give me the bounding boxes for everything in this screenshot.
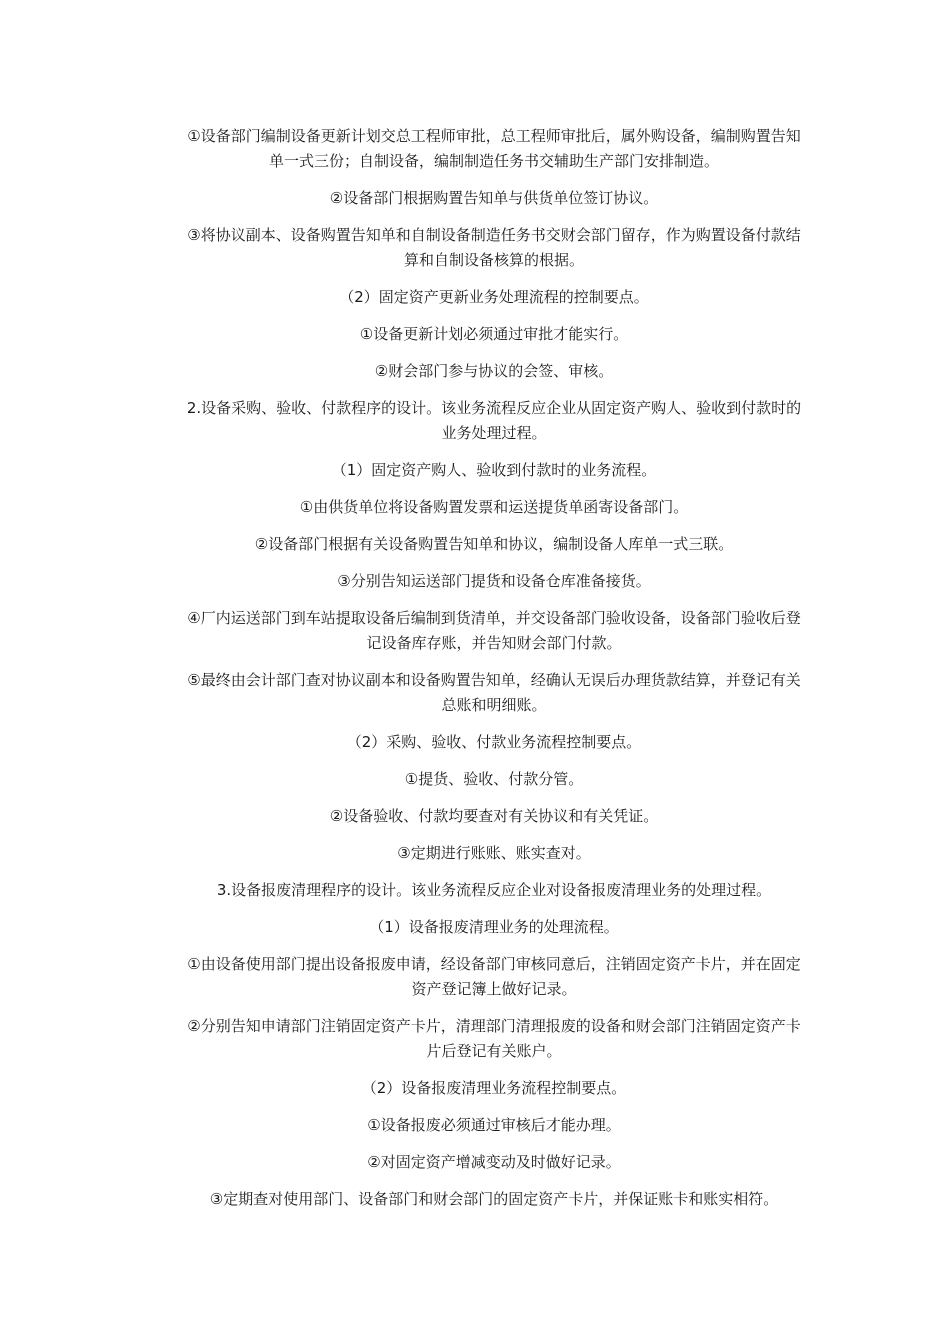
section-heading: （2）采购、验收、付款业务流程控制要点。: [346, 733, 642, 751]
paragraph: ③定期进行账账、账实查对。: [397, 844, 591, 862]
paragraph: ①提货、验收、付款分管。: [404, 770, 584, 788]
paragraph: ②对固定资产增减变动及时做好记录。: [367, 1153, 621, 1171]
document-body: [180, 124, 808, 1224]
paragraph: ①设备部门编制设备更新计划交总工程师审批，总工程师审批后，属外购设备，编制购置告知单一式三份；自制设备，编制制造任务书交辅助生产部门安排制造。: [187, 127, 801, 170]
paragraph: ①由设备使用部门提出设备报废申请，经设备部门审核同意后，注销固定资产卡片，并在固定资产登记簿上做好记录。: [187, 955, 801, 998]
section-heading: （1）固定资产购人、验收到付款时的业务流程。: [331, 461, 657, 479]
paragraph: ②设备部门根据有关设备购置告知单和协议，编制设备人库单一式三联。: [254, 535, 734, 553]
paragraph: ⑤最终由会计部门查对协议副本和设备购置告知单，经确认无误后办理货款结算，并登记有关总账和明细账。: [187, 671, 801, 714]
paragraph: ①设备报废必须通过审核后才能办理。: [367, 1116, 621, 1134]
section-heading: （2）固定资产更新业务处理流程的控制要点。: [339, 288, 649, 306]
paragraph: ①设备更新计划必须通过审批才能实行。: [359, 325, 629, 343]
paragraph: ②设备部门根据购置告知单与供货单位签订协议。: [329, 189, 659, 207]
paragraph: ②财会部门参与协议的会签、审核。: [374, 362, 614, 380]
paragraph: ②分别告知申请部门注销固定资产卡片，清理部门清理报废的设备和财会部门注销固定资产卡片后登记有关账户。: [187, 1017, 801, 1060]
section-heading: 2.设备采购、验收、付款程序的设计。该业务流程反应企业从固定资产购人、验收到付款时的业务处理过程。: [186, 399, 802, 442]
paragraph: ③将协议副本、设备购置告知单和自制设备制造任务书交财会部门留存，作为购置设备付款结算和自制设备核算的根据。: [187, 226, 801, 269]
paragraph: ①由供货单位将设备购置发票和运送提货单函寄设备部门。: [299, 498, 689, 516]
section-heading: （1）设备报废清理业务的处理流程。: [369, 918, 619, 936]
section-heading: （2）设备报废清理业务流程控制要点。: [361, 1079, 627, 1097]
paragraph: ③定期查对使用部门、设备部门和财会部门的固定资产卡片，并保证账卡和账实相符。: [209, 1190, 779, 1208]
paragraph: ④厂内运送部门到车站提取设备后编制到货清单，并交设备部门验收设备，设备部门验收后登记设备库存账，并告知财会部门付款。: [187, 609, 801, 652]
section-heading: 3.设备报废清理程序的设计。该业务流程反应企业对设备报废清理业务的处理过程。: [216, 881, 772, 899]
paragraph: ②设备验收、付款均要查对有关协议和有关凭证。: [329, 807, 659, 825]
paragraph: ③分别告知运送部门提货和设备仓库准备接货。: [337, 572, 651, 590]
